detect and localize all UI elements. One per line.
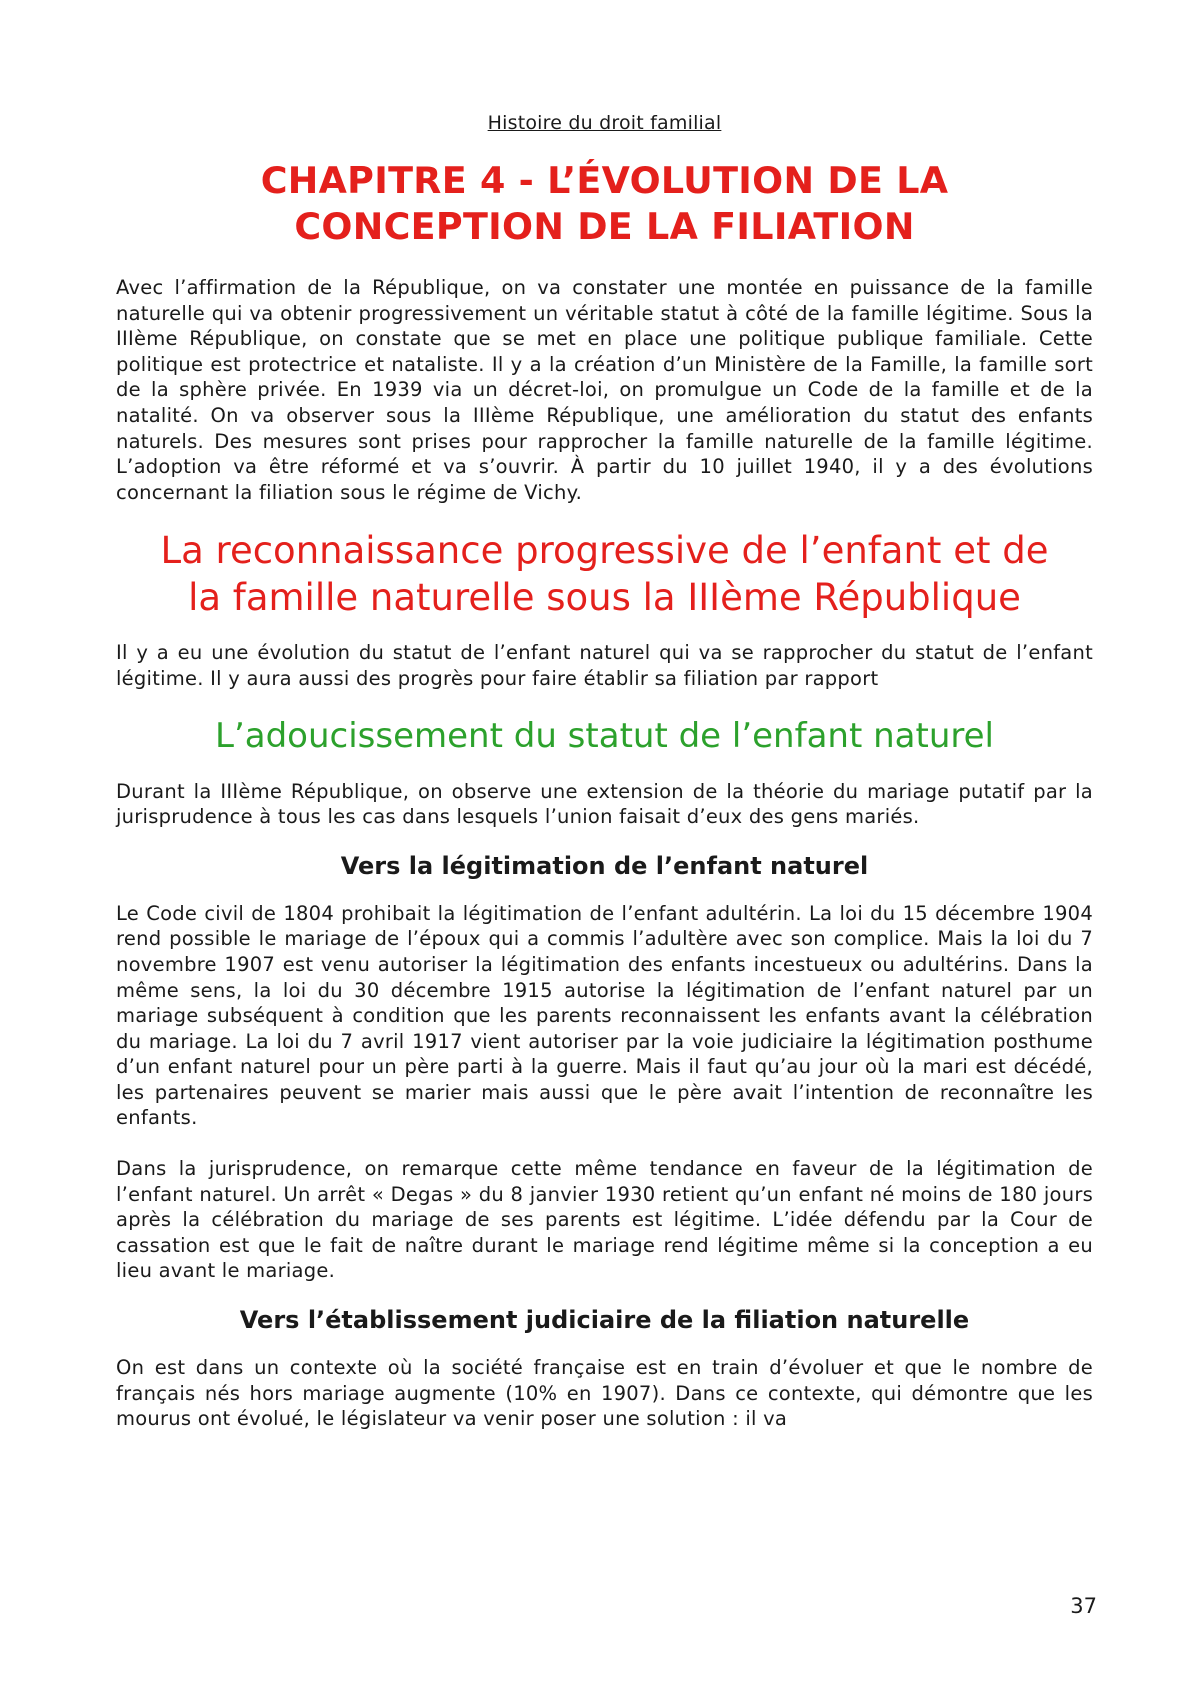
section-paragraph: Il y a eu une évolution du statut de l’enfant naturel qui va se rapprocher du statut de l’enfant légitime. Il y aura aussi des progrès pour faire établir sa filiation par rapport xyxy=(116,641,1093,690)
chapter-title-line1: CHAPITRE 4 - L’ÉVOLUTION DE LA xyxy=(260,159,949,202)
subsection-paragraph: Durant la IIIème République, on observe une extension de la théorie du mariage putatif par la jurisprudence à tous les cas dans lesquels l’union faisait d’eux des gens mariés. xyxy=(116,779,1093,829)
legitimation-paragraph-1: Le Code civil de 1804 prohibait la légitimation de l’enfant adultérin. La loi du 15 décembre 1904 rend possible le mariage de l’époux qui a commis l’adultère avec son complice. Mais la loi du 7 novembre 1907 est venu autoriser la légitimation des enfants incestueux ou adultérins. Dans la même sens, la loi du 30 décembre 1915 autorise la légitimation de l’enfant naturel par un mariage subséquent à condition que les parents reconnaissent les enfants avant la célébration du mariage. La loi du 7 avril 1917 vient autoriser par la voie judiciaire la légitimation posthume d’un enfant naturel pour un père parti à la guerre. Mais il faut qu’au jour où la mari est décédé, les partenaires peuvent se marier mais aussi que le père avait l’intention de reconnaître les enfants. xyxy=(116,901,1093,1130)
section-title-line1: La reconnaissance progressive de l’enfant et de xyxy=(160,529,1049,573)
section-title-line2: la famille naturelle sous la IIIème République xyxy=(188,576,1021,620)
page-number: 37 xyxy=(1070,1594,1097,1618)
subsubsection-title-legitimation: Vers la légitimation de l’enfant naturel xyxy=(340,851,869,880)
section-title xyxy=(116,527,1093,621)
intro-paragraph: Avec l’affirmation de la République, on va constater une montée en puissance de la famille naturelle qui va obtenir progressivement un véritable statut à côté de la famille légitime. Sous la IIIème République, on constate que se met en place une politique publique familiale. Cette politique est protectrice et nataliste. Il y a la création d’un Ministère de la Famille, la famille sort de la sphère privée. En 1939 via un décret-loi, on promulgue un Code de la famille et de la natalité. On va observer sous la IIIème République, une amélioration du statut des enfants naturels. Des mesures sont prises pour rapprocher la famille naturelle de la famille légitime. L’adoption va être réformé et va s’ouvrir. À partir du 10 juillet 1940, il y a des évolutions concernant la filiation sous le régime de Vichy. xyxy=(116,276,1093,504)
chapter-title xyxy=(116,158,1093,250)
subsubsection-title-filiation: Vers l’établissement judiciaire de la filiation naturelle xyxy=(239,1306,970,1335)
legitimation-paragraph-2: Dans la jurisprudence, on remarque cette même tendance en faveur de la légitimation de l’enfant naturel. Un arrêt « Degas » du 8 janvier 1930 retient qu’un enfant né moins de 180 jours après la célébration du mariage de ses parents est légitime. L’idée défendu par la Cour de cassation est que le fait de naître durant le mariage rend légitime même si la conception a eu lieu avant le mariage. xyxy=(116,1157,1093,1283)
chapter-title-line2: CONCEPTION DE LA FILIATION xyxy=(294,205,915,248)
filiation-paragraph: On est dans un contexte où la société française est en train d’évoluer et que le nombre de français nés hors mariage augmente (10% en 1907). Dans ce contexte, qui démontre que les mourus ont évolué, le législateur va venir poser une solution : il va xyxy=(116,1356,1093,1431)
paragraph-spacer xyxy=(116,1131,1093,1156)
course-header: Histoire du droit familial xyxy=(487,112,722,134)
subsection-title: L’adoucissement du statut de l’enfant naturel xyxy=(215,715,994,756)
document-page xyxy=(116,112,1093,1432)
